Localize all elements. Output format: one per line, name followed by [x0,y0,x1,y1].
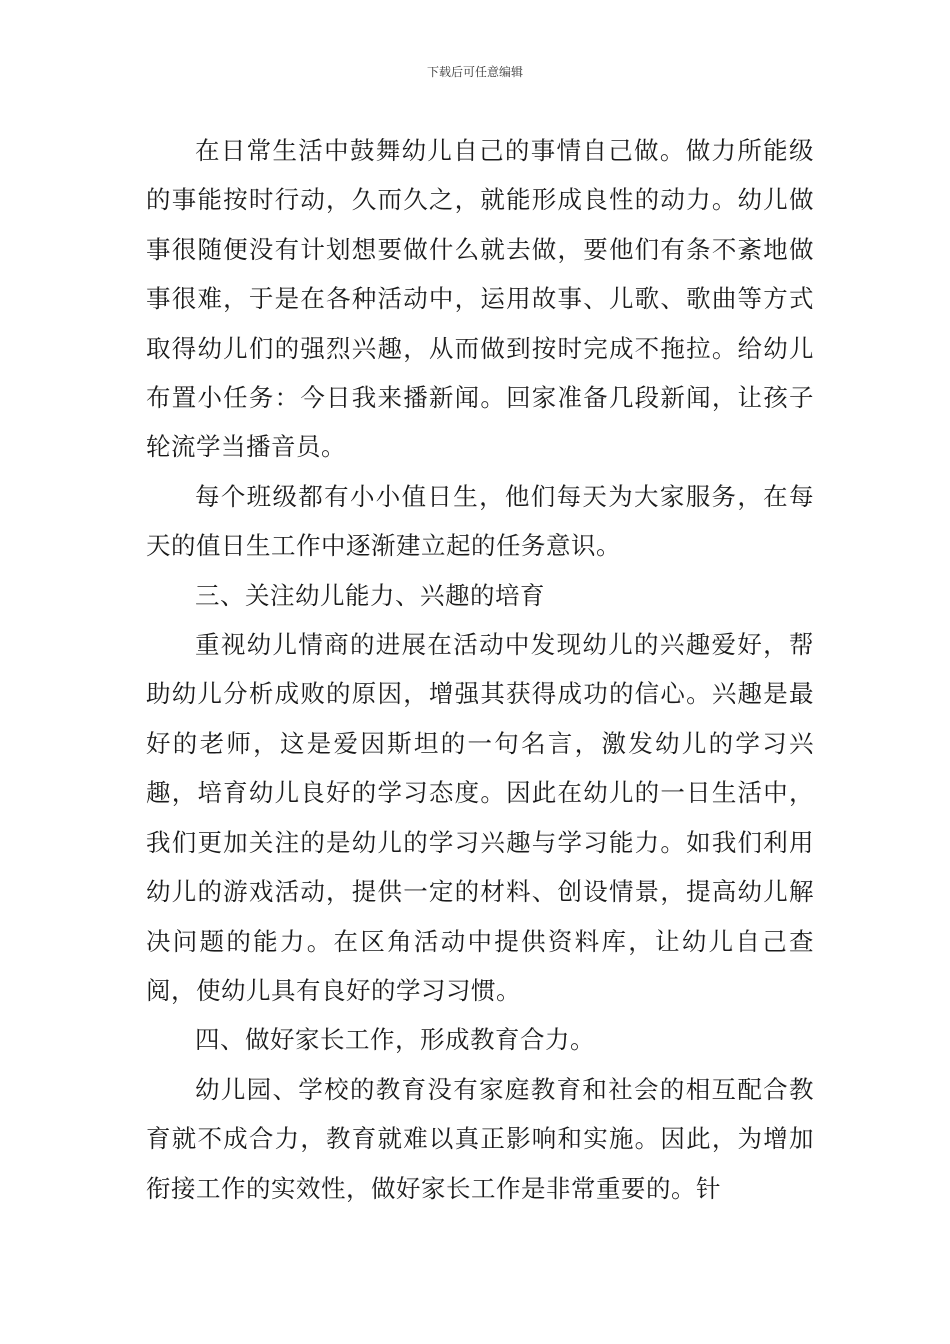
paragraph-interest: 重视幼儿情商的进展在活动中发现幼儿的兴趣爱好，帮助幼儿分析成败的原因，增强其获得成功的信心。兴趣是最好的老师，这是爱因斯坦的一句名言，激发幼儿的学习兴趣，培育幼儿良好的学习态度。因此在幼儿的一日生活中，我们更加关注的是幼儿的学习兴趣与学习能力。如我们利用幼儿的游戏活动，提供一定的材料、创设情景，提高幼儿解决问题的能力。在区角活动中提供资料库，让幼儿自己查阅，使幼儿具有良好的学习习惯。 [146,630,814,1005]
paragraph-duty-student: 每个班级都有小小值日生，他们每天为大家服务，在每天的值日生工作中逐渐建立起的任务意识。 [146,481,814,561]
document-body [146,126,814,1213]
section-heading-3: 三、关注幼儿能力、兴趣的培育 [195,580,545,610]
paragraph-parents: 幼儿园、学校的教育没有家庭教育和社会的相互配合教育就不成合力，教育就难以真正影响和实施。因此，为增加衔接工作的实效性，做好家长工作是非常重要的。针 [146,1074,814,1203]
section-heading-4: 四、做好家长工作，形成教育合力。 [195,1025,595,1055]
page-header: 下载后可任意编辑 [426,65,523,79]
paragraph-daily-life: 在日常生活中鼓舞幼儿自己的事情自己做。做力所能级的事能按时行动，久而久之，就能形成良性的动力。幼儿做事很随便没有计划想要做什么就去做，要他们有条不紊地做事很难，于是在各种活动中，运用故事、儿歌、歌曲等方式取得幼儿们的强烈兴趣，从而做到按时完成不拖拉。给幼儿布置小任务：今日我来播新闻。回家准备几段新闻，让孩子轮流学当播音员。 [146,136,814,462]
